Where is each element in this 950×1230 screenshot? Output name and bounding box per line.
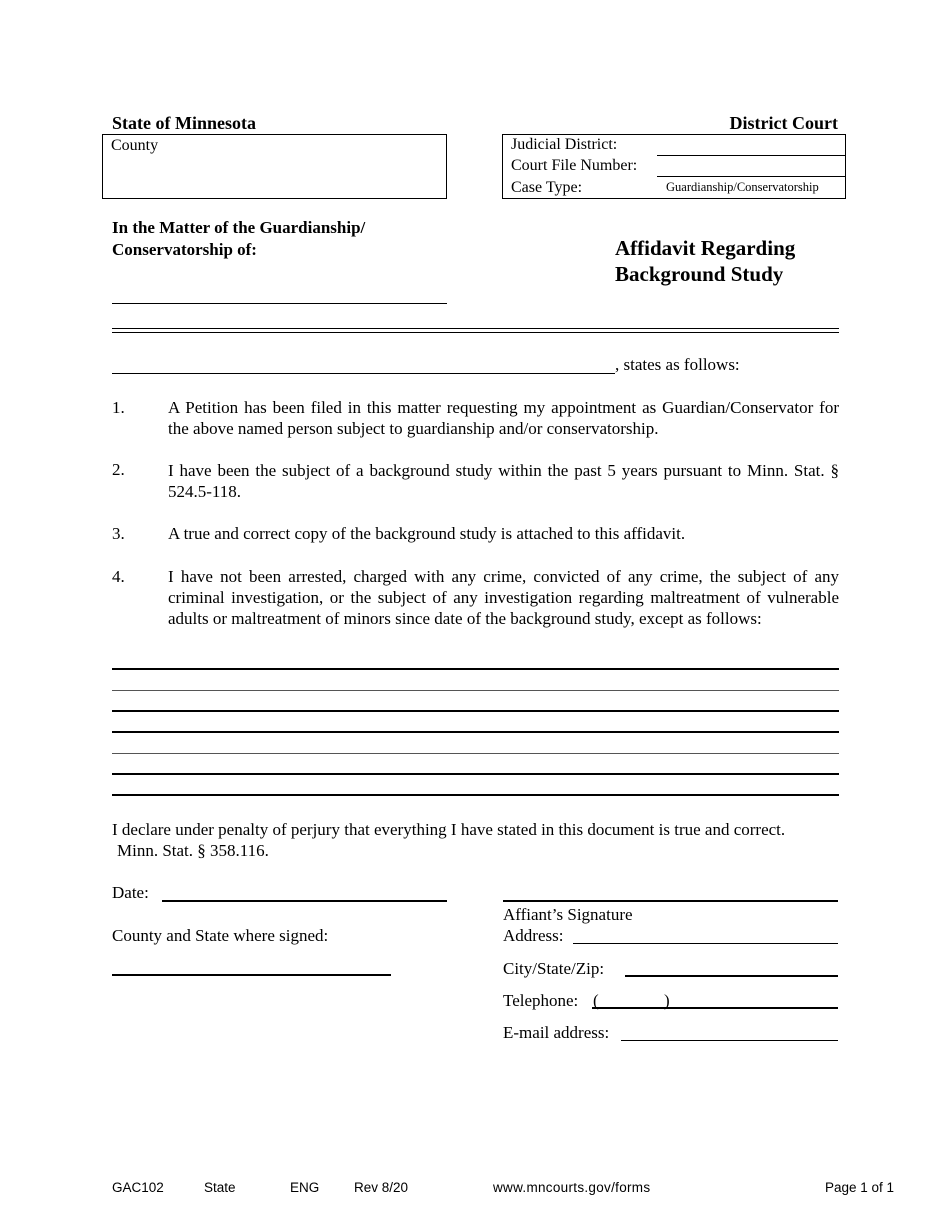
footer-page-number: Page 1 of 1 xyxy=(824,1180,894,1195)
item-number: 2. xyxy=(112,460,125,479)
declaration-text: I declare under penalty of perjury that everything I have stated in this document is true and correct. xyxy=(112,820,786,839)
divider-bottom xyxy=(112,332,839,333)
case-type-value: Guardianship/Conservatorship xyxy=(666,180,819,194)
exception-line[interactable] xyxy=(112,710,839,712)
case-type-label: Case Type: xyxy=(511,179,583,196)
county-state-field[interactable] xyxy=(112,974,391,976)
form-title-line-1: Affidavit Regarding xyxy=(615,236,796,260)
item-number: 3. xyxy=(112,524,125,543)
case-info-box xyxy=(502,134,846,199)
judicial-district-field[interactable] xyxy=(657,155,845,156)
footer-website[interactable]: www.mncourts.gov/forms xyxy=(493,1180,651,1195)
exception-line[interactable] xyxy=(112,668,839,670)
telephone-paren-open: ( xyxy=(593,991,599,1010)
affiant-signature-label: Affiant’s Signature xyxy=(503,905,633,924)
telephone-paren-close: ) xyxy=(664,991,670,1010)
county-label: County xyxy=(111,137,159,154)
telephone-field[interactable] xyxy=(592,1007,838,1009)
county-box[interactable] xyxy=(102,134,447,199)
form-title-line-2: Background Study xyxy=(615,262,784,286)
affiant-signature-field[interactable] xyxy=(503,900,838,902)
exception-line[interactable] xyxy=(112,794,839,796)
city-state-zip-label: City/State/Zip: xyxy=(503,959,605,978)
email-label: E-mail address: xyxy=(503,1023,610,1042)
respondent-name-field[interactable] xyxy=(112,303,447,304)
divider-top xyxy=(112,328,839,329)
affiant-name-field[interactable] xyxy=(112,373,615,374)
state-name: State of Minnesota xyxy=(112,113,256,133)
footer-jurisdiction: State xyxy=(204,1180,236,1195)
item-number: 1. xyxy=(112,398,125,417)
exception-line[interactable] xyxy=(112,690,839,691)
item-text: I have not been arrested, charged with any crime, convicted of any crime, the subject of any criminal investigation, or the subject of any investigation regarding maltreatment of vulnerable adults or maltreatment of minors since date of the background study, except as follows: xyxy=(168,567,839,628)
footer-language: ENG xyxy=(290,1180,320,1195)
county-state-label: County and State where signed: xyxy=(112,926,329,945)
address-label: Address: xyxy=(503,926,564,945)
item-text: A Petition has been filed in this matter requesting my appointment as Guardian/Conservator for the above named person subject to guardianship and/or conservatorship. xyxy=(168,398,839,438)
matter-line-2: Conservatorship of: xyxy=(112,240,257,259)
footer-form-code: GAC102 xyxy=(112,1180,164,1195)
date-label: Date: xyxy=(112,883,149,902)
judicial-district-label: Judicial District: xyxy=(511,136,618,153)
court-name: District Court xyxy=(729,113,838,133)
date-field[interactable] xyxy=(162,900,447,902)
court-file-number-label: Court File Number: xyxy=(511,157,638,174)
item-text: I have been the subject of a background study within the past 5 years pursuant to Minn. Stat. § 524.5-118. xyxy=(168,461,839,501)
telephone-label: Telephone: xyxy=(503,991,579,1010)
declaration-statute: Minn. Stat. § 358.116. xyxy=(117,841,269,860)
address-field[interactable] xyxy=(573,943,838,944)
exception-line[interactable] xyxy=(112,731,839,733)
city-state-zip-field[interactable] xyxy=(625,975,838,977)
email-field[interactable] xyxy=(621,1040,838,1041)
states-as-follows: , states as follows: xyxy=(615,355,740,374)
footer-revision: Rev 8/20 xyxy=(354,1180,409,1195)
exception-line[interactable] xyxy=(112,753,839,754)
exception-line[interactable] xyxy=(112,773,839,775)
court-file-number-field[interactable] xyxy=(657,176,845,177)
item-text: A true and correct copy of the background study is attached to this affidavit. xyxy=(168,524,686,543)
matter-line-1: In the Matter of the Guardianship/ xyxy=(112,218,366,237)
item-number: 4. xyxy=(112,567,125,586)
